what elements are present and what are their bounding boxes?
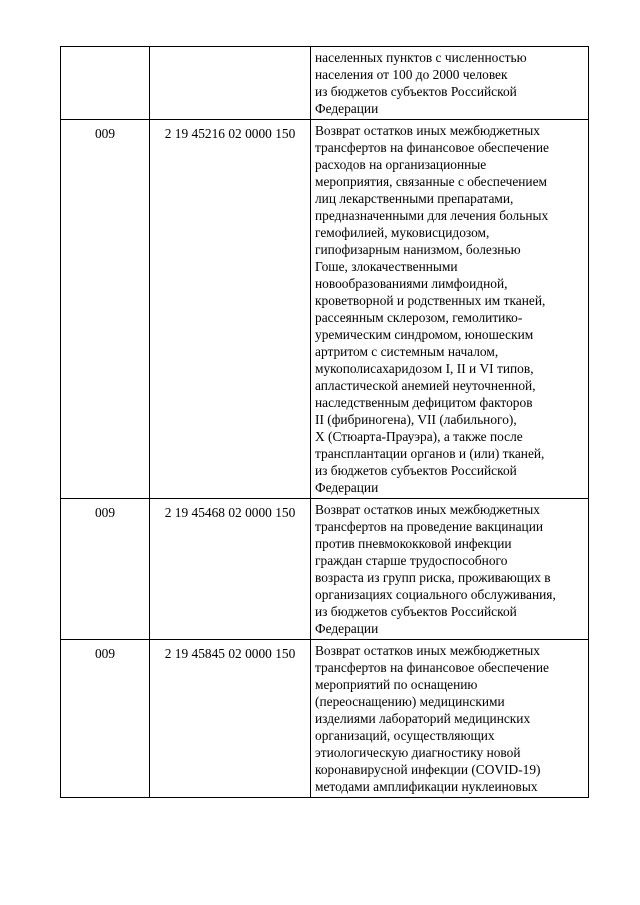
description-line: новообразованиями лимфоидной,	[315, 276, 508, 291]
table-row	[61, 499, 589, 640]
description-line: рассеянным склерозом, гемолитико-	[315, 310, 523, 325]
description-line: кроветворной и родственных им тканей,	[315, 293, 546, 308]
description-line: возраста из групп риска, проживающих в	[315, 570, 551, 585]
description-cell	[311, 120, 589, 499]
description-line: предназначенными для лечения больных	[315, 208, 549, 223]
description-line: из бюджетов субъектов Российской	[315, 604, 517, 619]
description-line: методами амплификации нуклеиновых	[315, 779, 538, 794]
description-line: населенных пунктов с численностью	[315, 50, 527, 65]
description-line: мукополисахаридозом I, II и VI типов,	[315, 361, 534, 376]
description-line: трансплантации органов и (или) тканей,	[315, 446, 545, 461]
description-line: граждан старше трудоспособного	[315, 553, 508, 568]
description-line: Федерации	[315, 480, 379, 495]
description-line: Федерации	[315, 621, 379, 636]
description-line: (переоснащению) медицинскими	[315, 694, 505, 709]
description-line: коронавирусной инфекции (COVID-19)	[315, 762, 541, 777]
description-cell	[311, 499, 589, 640]
description-line: трансфертов на финансовое обеспечение	[315, 140, 549, 155]
admin-code-cell: 009	[61, 120, 150, 499]
description-line: трансфертов на финансовое обеспечение	[315, 660, 549, 675]
description-line: против пневмококковой инфекции	[315, 536, 512, 551]
admin-code-cell: 009	[61, 640, 150, 798]
budget-codes-table	[60, 46, 589, 798]
description-line: Возврат остатков иных межбюджетных	[315, 643, 540, 658]
description-line: гемофилией, муковисцидозом,	[315, 225, 490, 240]
budget-classification-code-cell: 2 19 45845 02 0000 150	[150, 640, 311, 798]
table-body	[61, 47, 589, 798]
description-line: Гоше, злокачественными	[315, 259, 458, 274]
description-line: организаций, осуществляющих	[315, 728, 495, 743]
table-row	[61, 640, 589, 798]
admin-code-cell	[61, 47, 150, 120]
table-row	[61, 120, 589, 499]
description-line: Возврат остатков иных межбюджетных	[315, 123, 540, 138]
description-line: трансфертов на проведение вакцинации	[315, 519, 544, 534]
admin-code-cell: 009	[61, 499, 150, 640]
description-line: лиц лекарственными препаратами,	[315, 191, 514, 206]
description-cell	[311, 640, 589, 798]
description-line: из бюджетов субъектов Российской	[315, 84, 517, 99]
description-line: мероприятий по оснащению	[315, 677, 478, 692]
budget-classification-code-cell: 2 19 45468 02 0000 150	[150, 499, 311, 640]
description-line: изделиями лабораторий медицинских	[315, 711, 531, 726]
description-line: этиологическую диагностику новой	[315, 745, 521, 760]
description-line: уремическим синдромом, юношеским	[315, 327, 534, 342]
description-line: апластической анемией неуточненной,	[315, 378, 536, 393]
description-line: населения от 100 до 2000 человек	[315, 67, 508, 82]
description-line: гипофизарным нанизмом, болезнью	[315, 242, 521, 257]
description-line: мероприятия, связанные с обеспечением	[315, 174, 548, 189]
description-line: Федерации	[315, 101, 379, 116]
description-line: из бюджетов субъектов Российской	[315, 463, 517, 478]
description-line: расходов на организационные	[315, 157, 487, 172]
description-line: Возврат остатков иных межбюджетных	[315, 502, 540, 517]
table-row	[61, 47, 589, 120]
description-cell	[311, 47, 589, 120]
description-line: артритом с системным началом,	[315, 344, 499, 359]
budget-classification-code-cell	[150, 47, 311, 120]
description-line: наследственным дефицитом факторов	[315, 395, 533, 410]
description-line: II (фибриногена), VII (лабильного),	[315, 412, 517, 427]
budget-classification-code-cell: 2 19 45216 02 0000 150	[150, 120, 311, 499]
description-line: X (Стюарта-Прауэра), а также после	[315, 429, 523, 444]
description-line: организациях социального обслуживания,	[315, 587, 556, 602]
